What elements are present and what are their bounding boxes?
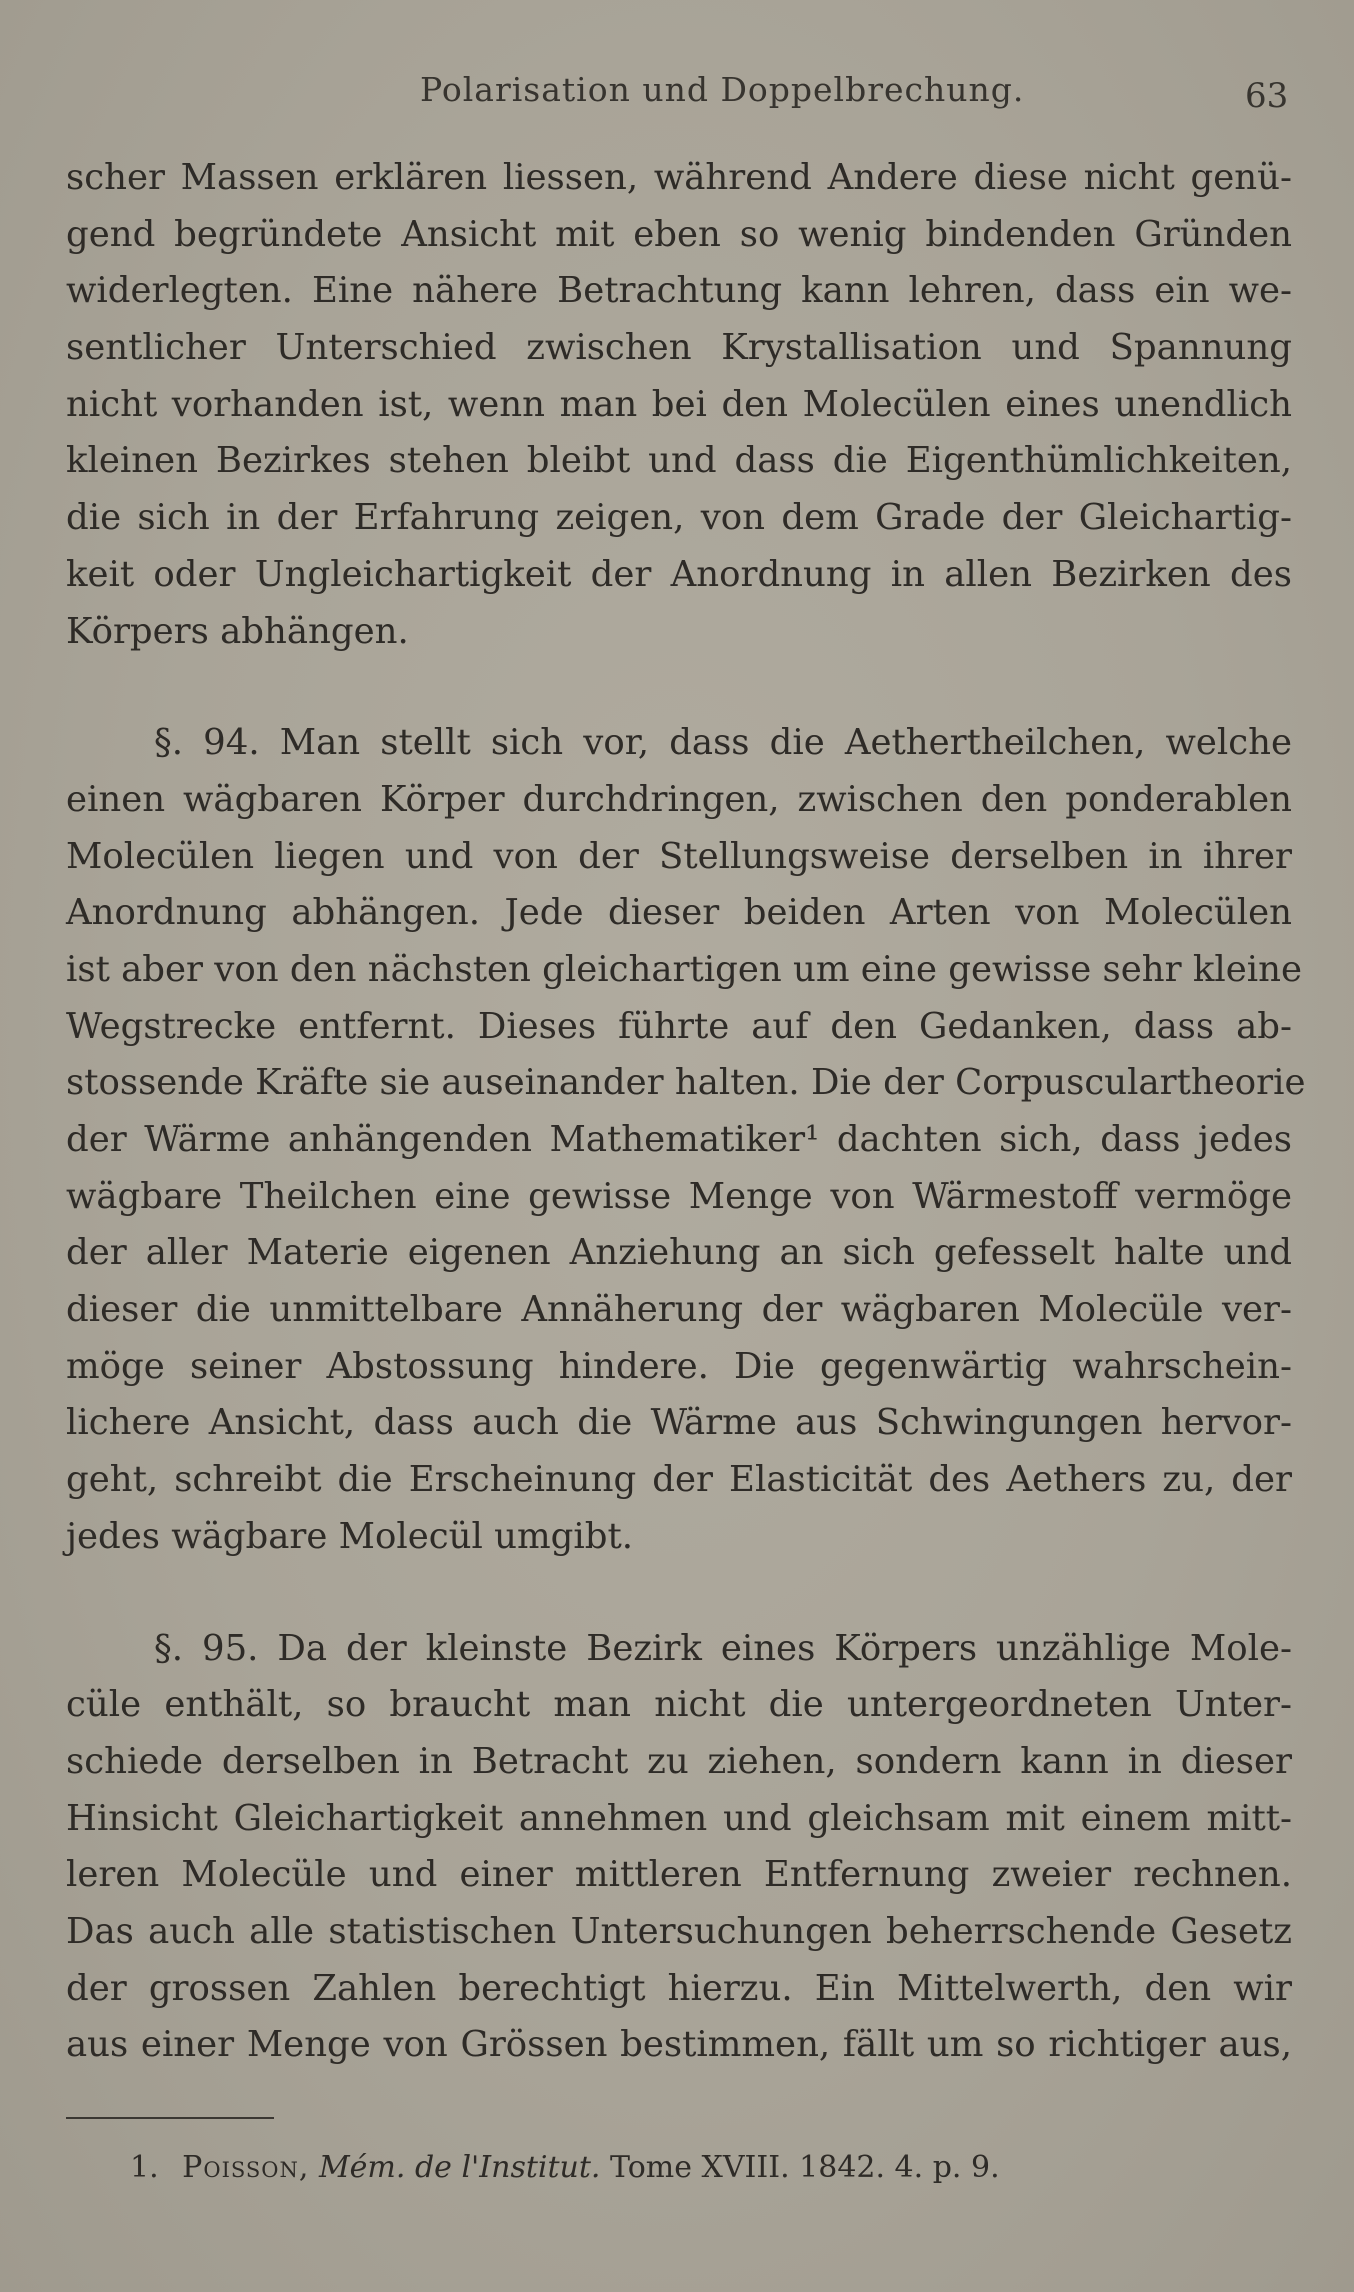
text-line: der Wärme anhängenden Mathematiker¹ dachten sich, dass jedes: [66, 1119, 1292, 1160]
text-line: stossende Kräfte sie auseinander halten. Die der Corpusculartheorie: [66, 1062, 1306, 1104]
text-line: ist aber von den nächsten gleichartigen um eine gewisse sehr kleine: [66, 948, 1302, 990]
footnote-work: Mém. de l'Institut.: [318, 2150, 601, 2185]
text-line: scher Massen erklären liessen, während Andere diese nicht genü-: [66, 157, 1292, 198]
footnote-rule: [66, 2117, 274, 2119]
paragraph-section-94: [66, 715, 1306, 1565]
text-line: jedes wägbare Molecül umgibt.: [66, 1515, 634, 1557]
text-line: wägbare Theilchen eine gewisse Menge von Wärmestoff vermöge: [66, 1175, 1292, 1217]
text-line: Hinsicht Gleichartigkeit annehmen und gleichsam mit einem mitt-: [66, 1797, 1292, 1839]
text-line: einen wägbaren Körper durchdringen, zwischen den ponderablen: [66, 778, 1292, 820]
text-line: aus einer Menge von Grössen bestimmen, fällt um so richtiger aus,: [66, 2024, 1292, 2066]
text-line: Molecülen liegen und von der Stellungsweise derselben in ihrer: [66, 835, 1292, 877]
text-line: sentlicher Unterschied zwischen Krystallisation und Spannung: [66, 327, 1292, 369]
text-line: lichere Ansicht, dass auch die Wärme aus Schwingungen hervor-: [66, 1402, 1292, 1444]
text-line: schiede derselben in Betracht zu ziehen, sondern kann in dieser: [66, 1740, 1292, 1782]
text-line: widerlegten. Eine nähere Betrachtung kann lehren, dass ein we-: [66, 270, 1292, 312]
text-line: der aller Materie eigenen Anziehung an sich gefesselt halte und: [66, 1232, 1292, 1274]
text-line: Anordnung abhängen. Jede dieser beiden Arten von Molecülen: [66, 892, 1292, 934]
text-line: die sich in der Erfahrung zeigen, von dem Grade der Gleichartig-: [66, 497, 1292, 539]
text-line: der grossen Zahlen berechtigt hierzu. Ein Mittelwerth, den wir: [66, 1967, 1292, 2009]
text-line: cüle enthält, so braucht man nicht die untergeordneten Unter-: [66, 1684, 1292, 1726]
footnote-details: Tome XVIII. 1842. 4. p. 9.: [610, 2150, 1000, 2185]
text-line: möge seiner Abstossung hindere. Die gegenwärtig wahrschein-: [66, 1345, 1292, 1387]
running-title: Polarisation und Doppelbrechung.: [420, 70, 1025, 109]
running-head: [0, 70, 1354, 120]
text-line: keit oder Ungleichartigkeit der Anordnung in allen Bezirken des: [66, 553, 1292, 595]
paragraph-section-95: [66, 1621, 1292, 2075]
paragraph-gap: [66, 1566, 1292, 1621]
footnote-author: Poisson,: [182, 2150, 310, 2185]
text-line: §. 95. Da der kleinste Bezirk eines Körpers unzählige Mole-: [154, 1627, 1292, 1669]
text-line: dieser die unmittelbare Annäherung der wägbaren Molecüle ver-: [66, 1289, 1292, 1331]
paragraph-gap: [66, 660, 1292, 715]
footnote-number: 1.: [130, 2150, 159, 2185]
footnote: [130, 2150, 1000, 2185]
text-line: Das auch alle statistischen Untersuchungen beherrschende Gesetz: [66, 1910, 1292, 1952]
text-line: leren Molecüle und einer mittleren Entfernung zweier rechnen.: [66, 1854, 1292, 1896]
text-line: gend begründete Ansicht mit eben so wenig bindenden Gründen: [66, 213, 1292, 255]
paragraph-continuation: [66, 150, 1292, 660]
text-line: kleinen Bezirkes stehen bleibt und dass die Eigenthümlichkeiten,: [66, 440, 1292, 482]
body-text: [66, 150, 1306, 2074]
text-line: §. 94. Man stellt sich vor, dass die Aethertheilchen, welche: [154, 722, 1292, 764]
text-line: Körpers abhängen.: [66, 610, 409, 652]
text-line: geht, schreibt die Erscheinung der Elasticität des Aethers zu, der: [66, 1459, 1292, 1501]
text-line: nicht vorhanden ist, wenn man bei den Molecülen eines unendlich: [66, 383, 1292, 425]
text-line: Wegstrecke entfernt. Dieses führte auf den Gedanken, dass ab-: [66, 1005, 1292, 1047]
page-number: 63: [1245, 76, 1289, 116]
